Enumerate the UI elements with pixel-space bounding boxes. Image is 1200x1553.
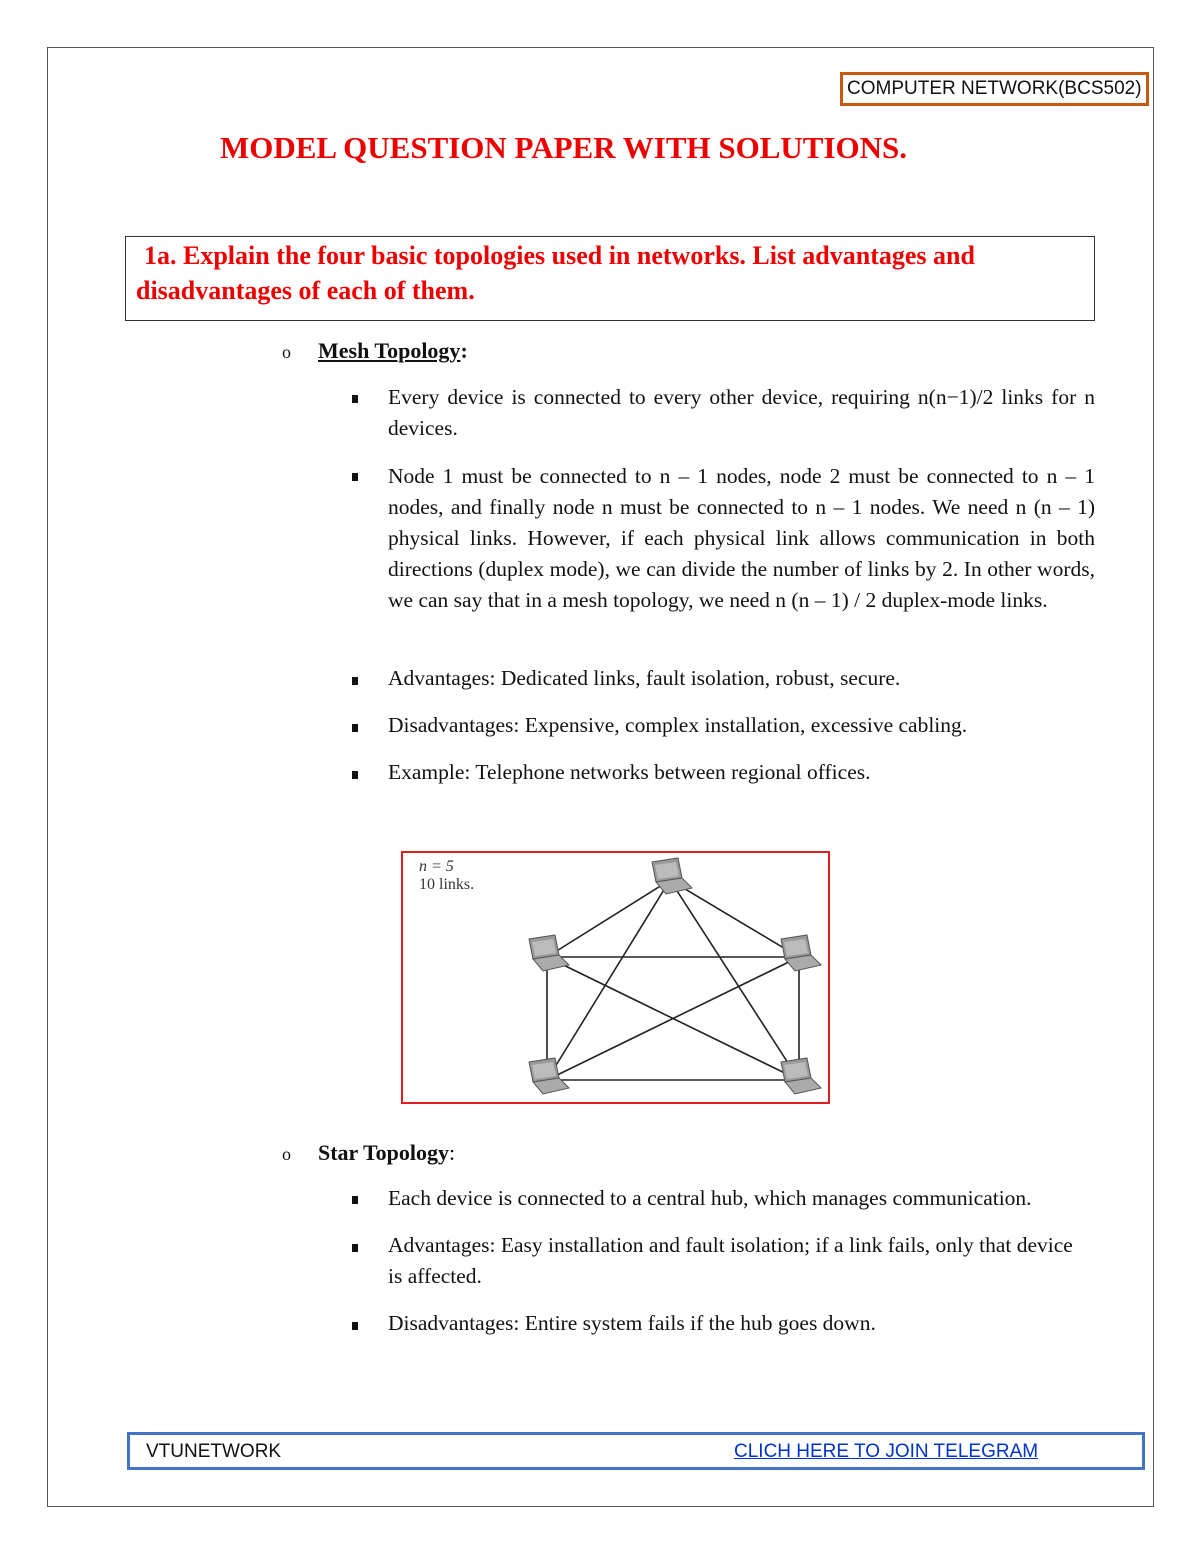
section-heading-star — [318, 1140, 455, 1166]
mesh-link — [547, 880, 670, 957]
laptop-icon — [652, 858, 692, 894]
mesh-diagram — [401, 851, 830, 1104]
list-item: Advantages: Easy installation and fault isolation; if a link fails, only that device is affected. — [388, 1233, 1073, 1288]
mesh-graph — [403, 853, 828, 1102]
laptop-icon — [781, 1058, 821, 1094]
laptop-icon — [781, 935, 821, 971]
footer-bar — [127, 1432, 1145, 1470]
list-item: Example: Telephone networks between regional offices. — [388, 760, 871, 784]
list-item: Each device is connected to a central hub, which manages communication. — [388, 1186, 1032, 1210]
heading-text: Mesh Topology — [318, 338, 461, 363]
square-bullet-icon — [352, 1196, 358, 1204]
links-label: 10 links. — [419, 876, 475, 893]
square-bullet-icon — [352, 395, 358, 403]
list-item: Disadvantages: Expensive, complex installation, excessive cabling. — [388, 713, 968, 737]
laptop-icon — [529, 935, 569, 971]
heading-colon: : — [460, 338, 468, 363]
square-bullet-icon — [352, 677, 358, 685]
circle-bullet-icon: o — [282, 1144, 291, 1164]
square-bullet-icon — [352, 1244, 358, 1252]
square-bullet-icon — [352, 724, 358, 732]
mesh-link — [670, 880, 799, 1080]
list-item: Every device is connected to every other device, requiring n(n−1)/2 links for n devices. — [388, 385, 1095, 440]
heading-colon: : — [449, 1140, 456, 1165]
mesh-link — [670, 880, 799, 957]
square-bullet-icon — [352, 1322, 358, 1330]
section-heading-mesh — [318, 338, 468, 364]
circle-bullet-icon: o — [282, 342, 291, 362]
page-title: MODEL QUESTION PAPER WITH SOLUTIONS. — [220, 130, 908, 165]
course-header: COMPUTER NETWORK(BCS502) — [840, 72, 1149, 106]
list-item: Node 1 must be connected to n – 1 nodes, node 2 must be connected to n – 1 nodes, and finally node n must be connected to n – 1 nodes. We need n (n – 1) physical links. However, if each physical link allows communication in both directions (duplex mode), we can divide the number of links by 2. In other words, we can say that in a mesh topology, we need n (n – 1) / 2 duplex-mode links. — [388, 464, 1095, 612]
question-text: 1a. Explain the four basic topologies used in networks. List advantages and disadvantages of each of them. — [136, 241, 975, 305]
list-item: Disadvantages: Entire system fails if the hub goes down. — [388, 1311, 876, 1335]
list-item: Advantages: Dedicated links, fault isolation, robust, secure. — [388, 666, 901, 690]
footer-brand: VTUNETWORK — [146, 1441, 282, 1462]
square-bullet-icon — [352, 771, 358, 779]
telegram-link[interactable]: CLICH HERE TO JOIN TELEGRAM — [734, 1441, 1039, 1462]
square-bullet-icon — [352, 473, 358, 481]
laptop-icon — [529, 1058, 569, 1094]
heading-text: Star Topology — [318, 1140, 450, 1165]
n-label: n = 5 — [419, 858, 454, 875]
